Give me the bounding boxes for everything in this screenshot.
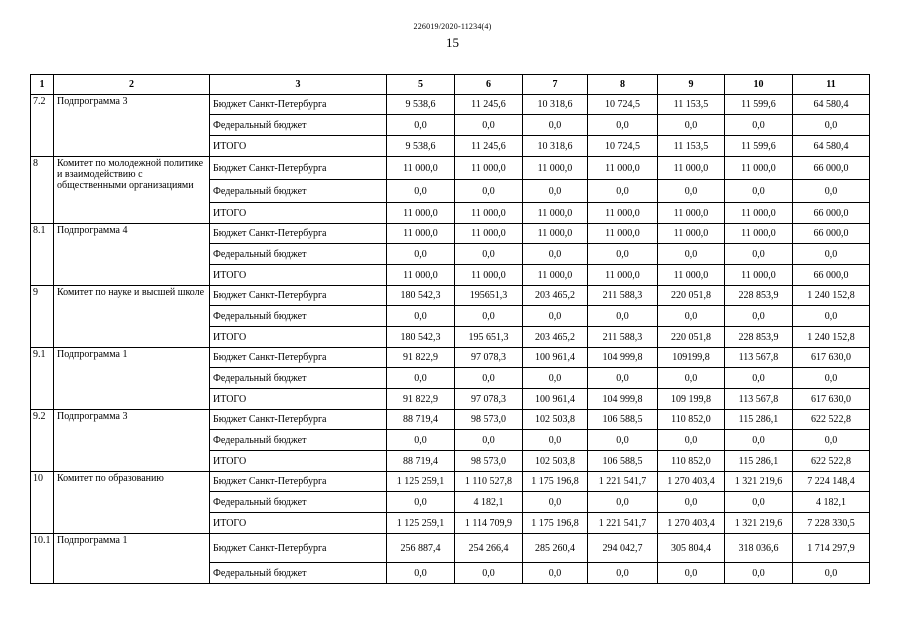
amount-cell: 622 522,8 [793,410,870,430]
amount-cell: 622 522,8 [793,451,870,472]
amount-cell: 180 542,3 [387,286,455,306]
amount-cell: 0,0 [387,306,455,327]
amount-cell: 1 240 152,8 [793,286,870,306]
funding-source: Федеральный бюджет [210,244,387,265]
amount-cell: 91 822,9 [387,348,455,368]
amount-cell: 11 000,0 [725,203,793,224]
amount-cell: 11 153,5 [658,95,725,115]
amount-cell: 211 588,3 [588,327,658,348]
amount-cell: 0,0 [658,492,725,513]
amount-cell: 11 000,0 [455,157,523,180]
amount-cell: 0,0 [793,115,870,136]
row-number: 7.2 [31,95,54,157]
amount-cell: 106 588,5 [588,451,658,472]
row-number: 8.1 [31,224,54,286]
amount-cell: 104 999,8 [588,348,658,368]
amount-cell: 0,0 [523,368,588,389]
amount-cell: 11 000,0 [588,203,658,224]
amount-cell: 0,0 [455,430,523,451]
funding-source: ИТОГО [210,203,387,224]
amount-cell: 98 573,0 [455,410,523,430]
amount-cell: 0,0 [793,430,870,451]
amount-cell: 91 822,9 [387,389,455,410]
row-number: 10.1 [31,534,54,584]
amount-cell: 110 852,0 [658,410,725,430]
amount-cell: 0,0 [387,492,455,513]
amount-cell: 228 853,9 [725,286,793,306]
amount-cell: 102 503,8 [523,410,588,430]
column-header: 3 [210,75,387,95]
amount-cell: 0,0 [725,244,793,265]
amount-cell: 0,0 [455,244,523,265]
amount-cell: 0,0 [725,430,793,451]
amount-cell: 0,0 [387,430,455,451]
amount-cell: 195651,3 [455,286,523,306]
amount-cell: 617 630,0 [793,389,870,410]
amount-cell: 203 465,2 [523,327,588,348]
funding-source: Федеральный бюджет [210,368,387,389]
column-header-row [31,75,870,95]
amount-cell: 11 000,0 [725,224,793,244]
amount-cell: 66 000,0 [793,157,870,180]
column-header: 11 [793,75,870,95]
amount-cell: 11 000,0 [387,157,455,180]
amount-cell: 195 651,3 [455,327,523,348]
amount-cell: 10 318,6 [523,136,588,157]
amount-cell: 98 573,0 [455,451,523,472]
amount-cell: 11 599,6 [725,95,793,115]
table-row [31,224,870,244]
funding-source: Бюджет Санкт-Петербурга [210,410,387,430]
funding-source: ИТОГО [210,389,387,410]
funding-source: Федеральный бюджет [210,492,387,513]
amount-cell: 0,0 [588,306,658,327]
amount-cell: 11 000,0 [523,203,588,224]
amount-cell: 0,0 [523,306,588,327]
amount-cell: 0,0 [658,368,725,389]
amount-cell: 11 000,0 [725,265,793,286]
amount-cell: 11 000,0 [387,265,455,286]
row-number: 9 [31,286,54,348]
table-row [31,95,870,115]
funding-source: Бюджет Санкт-Петербурга [210,157,387,180]
funding-source: ИТОГО [210,136,387,157]
amount-cell: 0,0 [455,368,523,389]
program-name: Комитет по молодежной политике и взаимодействию с общественными организациями [54,157,210,224]
amount-cell: 0,0 [725,180,793,203]
amount-cell: 0,0 [588,368,658,389]
amount-cell: 0,0 [523,492,588,513]
amount-cell: 318 036,6 [725,534,793,563]
amount-cell: 11 000,0 [387,203,455,224]
amount-cell: 1 221 541,7 [588,472,658,492]
amount-cell: 254 266,4 [455,534,523,563]
amount-cell: 100 961,4 [523,389,588,410]
program-name: Подпрограмма 1 [54,348,210,410]
amount-cell: 0,0 [658,306,725,327]
amount-cell: 11 000,0 [725,157,793,180]
program-name: Комитет по образованию [54,472,210,534]
amount-cell: 109 199,8 [658,389,725,410]
amount-cell: 180 542,3 [387,327,455,348]
column-header: 5 [387,75,455,95]
amount-cell: 0,0 [588,115,658,136]
amount-cell: 11 000,0 [588,157,658,180]
funding-source: Бюджет Санкт-Петербурга [210,95,387,115]
amount-cell: 0,0 [588,180,658,203]
column-header: 9 [658,75,725,95]
amount-cell: 97 078,3 [455,389,523,410]
amount-cell: 0,0 [588,244,658,265]
amount-cell: 66 000,0 [793,224,870,244]
amount-cell: 0,0 [658,180,725,203]
amount-cell: 203 465,2 [523,286,588,306]
amount-cell: 0,0 [588,492,658,513]
amount-cell: 7 224 148,4 [793,472,870,492]
amount-cell: 113 567,8 [725,348,793,368]
amount-cell: 1 221 541,7 [588,513,658,534]
row-number: 9.1 [31,348,54,410]
row-number: 10 [31,472,54,534]
column-header: 7 [523,75,588,95]
amount-cell: 10 318,6 [523,95,588,115]
amount-cell: 285 260,4 [523,534,588,563]
funding-source: ИТОГО [210,513,387,534]
amount-cell: 11 000,0 [455,224,523,244]
amount-cell: 64 580,4 [793,95,870,115]
amount-cell: 110 852,0 [658,451,725,472]
amount-cell: 88 719,4 [387,410,455,430]
amount-cell: 228 853,9 [725,327,793,348]
amount-cell: 0,0 [658,244,725,265]
amount-cell: 1 175 196,8 [523,513,588,534]
column-header: 2 [54,75,210,95]
amount-cell: 100 961,4 [523,348,588,368]
amount-cell: 66 000,0 [793,203,870,224]
amount-cell: 0,0 [793,368,870,389]
amount-cell: 11 000,0 [455,265,523,286]
amount-cell: 1 321 219,6 [725,472,793,492]
amount-cell: 0,0 [387,244,455,265]
funding-source: Бюджет Санкт-Петербурга [210,534,387,563]
amount-cell: 4 182,1 [793,492,870,513]
row-number: 8 [31,157,54,224]
amount-cell: 0,0 [588,430,658,451]
page-number: 15 [446,35,459,50]
funding-source: ИТОГО [210,451,387,472]
amount-cell: 617 630,0 [793,348,870,368]
table-row [31,534,870,563]
amount-cell: 211 588,3 [588,286,658,306]
amount-cell: 0,0 [793,306,870,327]
table-row [31,472,870,492]
amount-cell: 11 000,0 [455,203,523,224]
program-name: Подпрограмма 1 [54,534,210,584]
amount-cell: 1 270 403,4 [658,513,725,534]
amount-cell: 11 245,6 [455,95,523,115]
amount-cell: 11 000,0 [523,265,588,286]
funding-source: Федеральный бюджет [210,115,387,136]
amount-cell: 4 182,1 [455,492,523,513]
row-number: 9.2 [31,410,54,472]
amount-cell: 97 078,3 [455,348,523,368]
funding-source: ИТОГО [210,265,387,286]
amount-cell: 0,0 [793,180,870,203]
amount-cell: 0,0 [523,430,588,451]
amount-cell: 1 125 259,1 [387,472,455,492]
amount-cell: 294 042,7 [588,534,658,563]
amount-cell: 0,0 [725,115,793,136]
program-name: Подпрограмма 4 [54,224,210,286]
funding-source: Федеральный бюджет [210,180,387,203]
amount-cell: 0,0 [455,115,523,136]
amount-cell: 0,0 [523,563,588,584]
amount-cell: 220 051,8 [658,327,725,348]
amount-cell: 11 000,0 [387,224,455,244]
budget-table [30,74,870,584]
amount-cell: 11 000,0 [588,265,658,286]
amount-cell: 11 000,0 [658,203,725,224]
budget-table-body [31,75,870,584]
funding-source: Бюджет Санкт-Петербурга [210,224,387,244]
amount-cell: 102 503,8 [523,451,588,472]
funding-source: Федеральный бюджет [210,563,387,584]
amount-cell: 256 887,4 [387,534,455,563]
amount-cell: 0,0 [523,180,588,203]
amount-cell: 9 538,6 [387,136,455,157]
amount-cell: 11 245,6 [455,136,523,157]
column-header: 1 [31,75,54,95]
column-header: 6 [455,75,523,95]
amount-cell: 0,0 [725,492,793,513]
funding-source: ИТОГО [210,327,387,348]
amount-cell: 0,0 [455,306,523,327]
amount-cell: 11 000,0 [588,224,658,244]
amount-cell: 11 000,0 [658,224,725,244]
amount-cell: 11 153,5 [658,136,725,157]
amount-cell: 0,0 [793,244,870,265]
amount-cell: 1 321 219,6 [725,513,793,534]
amount-cell: 104 999,8 [588,389,658,410]
amount-cell: 0,0 [455,180,523,203]
funding-source: Бюджет Санкт-Петербурга [210,472,387,492]
amount-cell: 64 580,4 [793,136,870,157]
amount-cell: 1 270 403,4 [658,472,725,492]
amount-cell: 11 599,6 [725,136,793,157]
amount-cell: 0,0 [725,306,793,327]
funding-source: Бюджет Санкт-Петербурга [210,348,387,368]
program-name: Комитет по науке и высшей школе [54,286,210,348]
amount-cell: 0,0 [387,180,455,203]
table-row [31,286,870,306]
amount-cell: 10 724,5 [588,136,658,157]
program-name: Подпрограмма 3 [54,410,210,472]
funding-source: Федеральный бюджет [210,306,387,327]
table-row [31,157,870,180]
amount-cell: 220 051,8 [658,286,725,306]
amount-cell: 10 724,5 [588,95,658,115]
column-header: 10 [725,75,793,95]
funding-source: Бюджет Санкт-Петербурга [210,286,387,306]
amount-cell: 1 175 196,8 [523,472,588,492]
amount-cell: 0,0 [588,563,658,584]
amount-cell: 0,0 [658,430,725,451]
amount-cell: 66 000,0 [793,265,870,286]
amount-cell: 1 240 152,8 [793,327,870,348]
amount-cell: 1 714 297,9 [793,534,870,563]
amount-cell: 0,0 [658,563,725,584]
document-registration-number: 226019/2020-11234(4) [413,22,492,31]
amount-cell: 11 000,0 [523,157,588,180]
amount-cell: 1 125 259,1 [387,513,455,534]
amount-cell: 0,0 [455,563,523,584]
amount-cell: 11 000,0 [658,157,725,180]
amount-cell: 0,0 [387,563,455,584]
amount-cell: 0,0 [387,115,455,136]
table-row [31,348,870,368]
amount-cell: 0,0 [658,115,725,136]
amount-cell: 0,0 [725,563,793,584]
amount-cell: 1 110 527,8 [455,472,523,492]
table-row [31,410,870,430]
amount-cell: 115 286,1 [725,451,793,472]
amount-cell: 0,0 [793,563,870,584]
amount-cell: 305 804,4 [658,534,725,563]
amount-cell: 88 719,4 [387,451,455,472]
amount-cell: 11 000,0 [658,265,725,286]
amount-cell: 115 286,1 [725,410,793,430]
amount-cell: 106 588,5 [588,410,658,430]
amount-cell: 9 538,6 [387,95,455,115]
program-name: Подпрограмма 3 [54,95,210,157]
amount-cell: 0,0 [523,115,588,136]
column-header: 8 [588,75,658,95]
amount-cell: 0,0 [387,368,455,389]
amount-cell: 109199,8 [658,348,725,368]
amount-cell: 1 114 709,9 [455,513,523,534]
funding-source: Федеральный бюджет [210,430,387,451]
amount-cell: 0,0 [725,368,793,389]
amount-cell: 7 228 330,5 [793,513,870,534]
amount-cell: 11 000,0 [523,224,588,244]
amount-cell: 0,0 [523,244,588,265]
amount-cell: 113 567,8 [725,389,793,410]
